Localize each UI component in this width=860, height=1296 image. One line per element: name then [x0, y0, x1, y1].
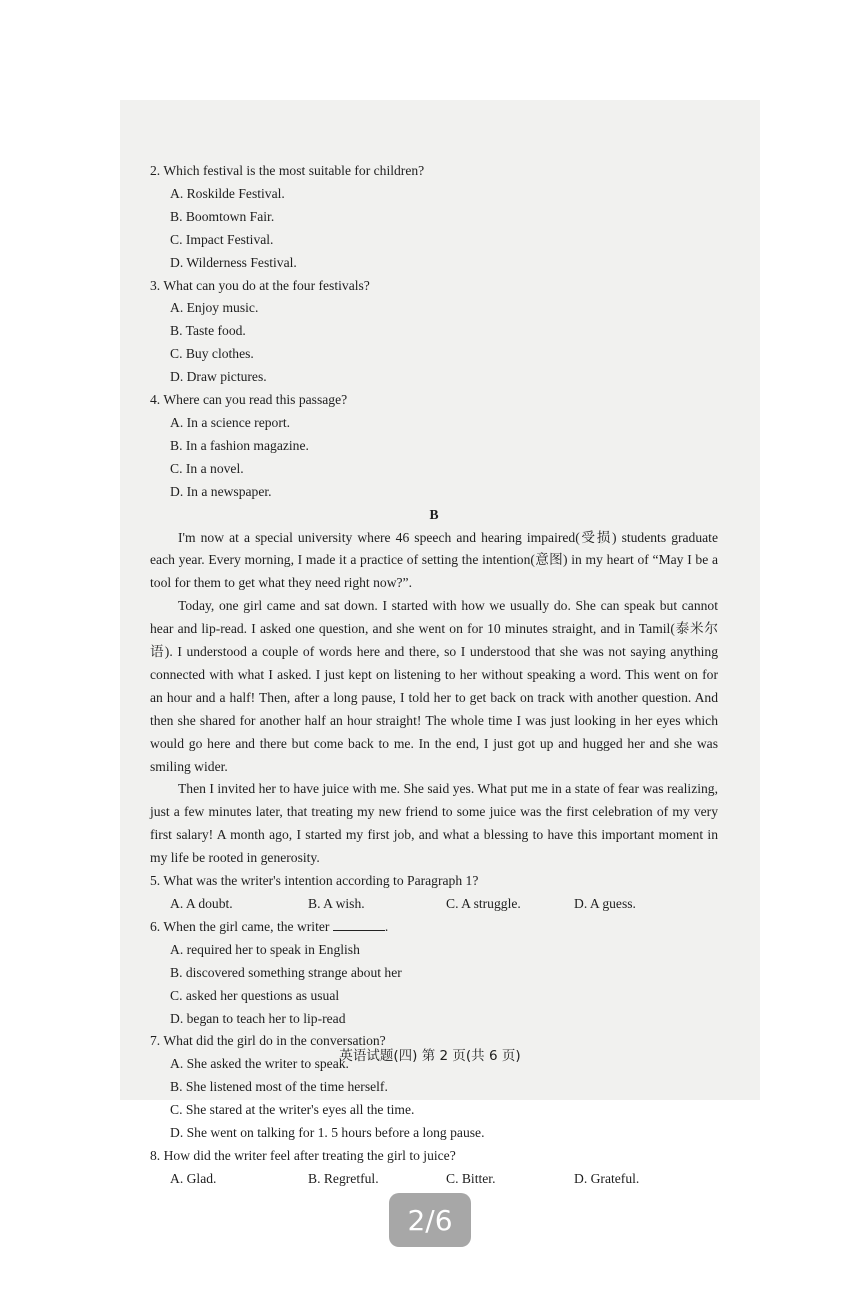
option-b: B. A wish. — [308, 896, 365, 911]
option-c: C. Impact Festival. — [170, 231, 274, 247]
passage-paragraph-2: Today, one girl came and sat down. I started with how we usually do. She can speak but cannot hear and lip-read. I asked one question, and she went on for 10 minutes straight, and in Tamil(泰米尔语). I understood a couple of words here and there, so I understood that she was not saying anything connected with what I asked. I just kept on listening to her without speaking a word. This went on for an hour and a half! Then, after a long pause, I told her to get back on track with another question. And then she shared for another half an hour straight! The whole time I was just looking in her eyes which would go here and there but come back to me. In the end, I just got up and hugged her and she was smiling wider. — [150, 598, 718, 774]
option-b: B. In a fashion magazine. — [170, 437, 309, 453]
question-text: 8. How did the writer feel after treating the girl to juice? — [150, 1147, 456, 1163]
question-text: 4. Where can you read this passage? — [150, 392, 348, 408]
question-5 — [150, 870, 718, 916]
page-indicator: 2/6 — [389, 1193, 471, 1247]
question-text — [150, 916, 718, 939]
options — [150, 893, 718, 916]
question-prefix: 6. When the girl came, the writer — [150, 918, 330, 934]
question-4 — [150, 389, 718, 504]
question-6 — [150, 916, 718, 1031]
option-b: B. She listened most of the time herself. — [170, 1079, 388, 1095]
option-d: D. Grateful. — [574, 1170, 640, 1186]
option-b: B. Taste food. — [170, 323, 246, 339]
option-a: A. Glad. — [170, 1170, 217, 1186]
question-3 — [150, 275, 718, 390]
question-text: 5. What was the writer's intention according to Paragraph 1? — [150, 873, 479, 889]
option-c: C. asked her questions as usual — [170, 987, 340, 1003]
options — [150, 297, 718, 389]
option-b: B. Regretful. — [308, 1170, 379, 1186]
question-2 — [150, 160, 718, 275]
question-text: 3. What can you do at the four festivals? — [150, 277, 370, 293]
options — [150, 1053, 718, 1145]
options — [150, 412, 718, 504]
option-c: C. She stared at the writer's eyes all the time. — [170, 1102, 415, 1118]
option-a: A. required her to speak in English — [170, 941, 360, 957]
option-a: A. A doubt. — [170, 896, 233, 911]
option-d: D. Draw pictures. — [170, 369, 267, 385]
options — [150, 1168, 718, 1191]
passage-paragraph-3: Then I invited her to have juice with me. She said yes. What put me in a state of fear was realizing, just a few minutes later, that treating my new friend to some juice was the first celebration of my very first salary! A month ago, I started my first job, and what a blessing to have this important moment in my life be rooted in generosity. — [150, 781, 718, 866]
page-footer: 英语试题(四) 第 2 页(共 6 页) — [339, 1048, 521, 1064]
option-d: D. began to teach her to lip-read — [170, 1010, 346, 1026]
option-c: C. A struggle. — [446, 896, 521, 911]
exam-content — [150, 160, 718, 1191]
option-d: D. In a newspaper. — [170, 483, 272, 499]
option-d: D. She went on talking for 1. 5 hours before a long pause. — [170, 1125, 485, 1141]
option-b: B. discovered something strange about her — [170, 964, 402, 980]
option-a: A. She asked the writer to speak. — [170, 1056, 349, 1072]
option-c: C. Buy clothes. — [170, 346, 254, 362]
section-b-title: B — [429, 506, 439, 522]
option-b: B. Boomtown Fair. — [170, 208, 275, 224]
option-a: A. Enjoy music. — [170, 300, 259, 316]
passage-paragraph-1: I'm now at a special university where 46 speech and hearing impaired(受损) students graduate each year. Every morning, I made it a practice of setting the intention(意图) in my heart of “May I be a tool for them to get what they need right now?”. — [150, 529, 718, 591]
option-a: A. Roskilde Festival. — [170, 185, 285, 201]
option-d: D. Wilderness Festival. — [170, 254, 297, 270]
question-text: 7. What did the girl do in the conversation? — [150, 1033, 386, 1049]
options — [150, 939, 718, 1031]
option-d: D. A guess. — [574, 896, 636, 911]
option-c: C. Bitter. — [446, 1170, 496, 1186]
option-a: A. In a science report. — [170, 414, 291, 430]
question-text: 2. Which festival is the most suitable for children? — [150, 163, 425, 178]
option-c: C. In a novel. — [170, 460, 244, 476]
question-suffix: . — [384, 918, 389, 934]
answer-blank — [333, 918, 385, 931]
options — [150, 183, 718, 275]
question-8 — [150, 1145, 718, 1191]
